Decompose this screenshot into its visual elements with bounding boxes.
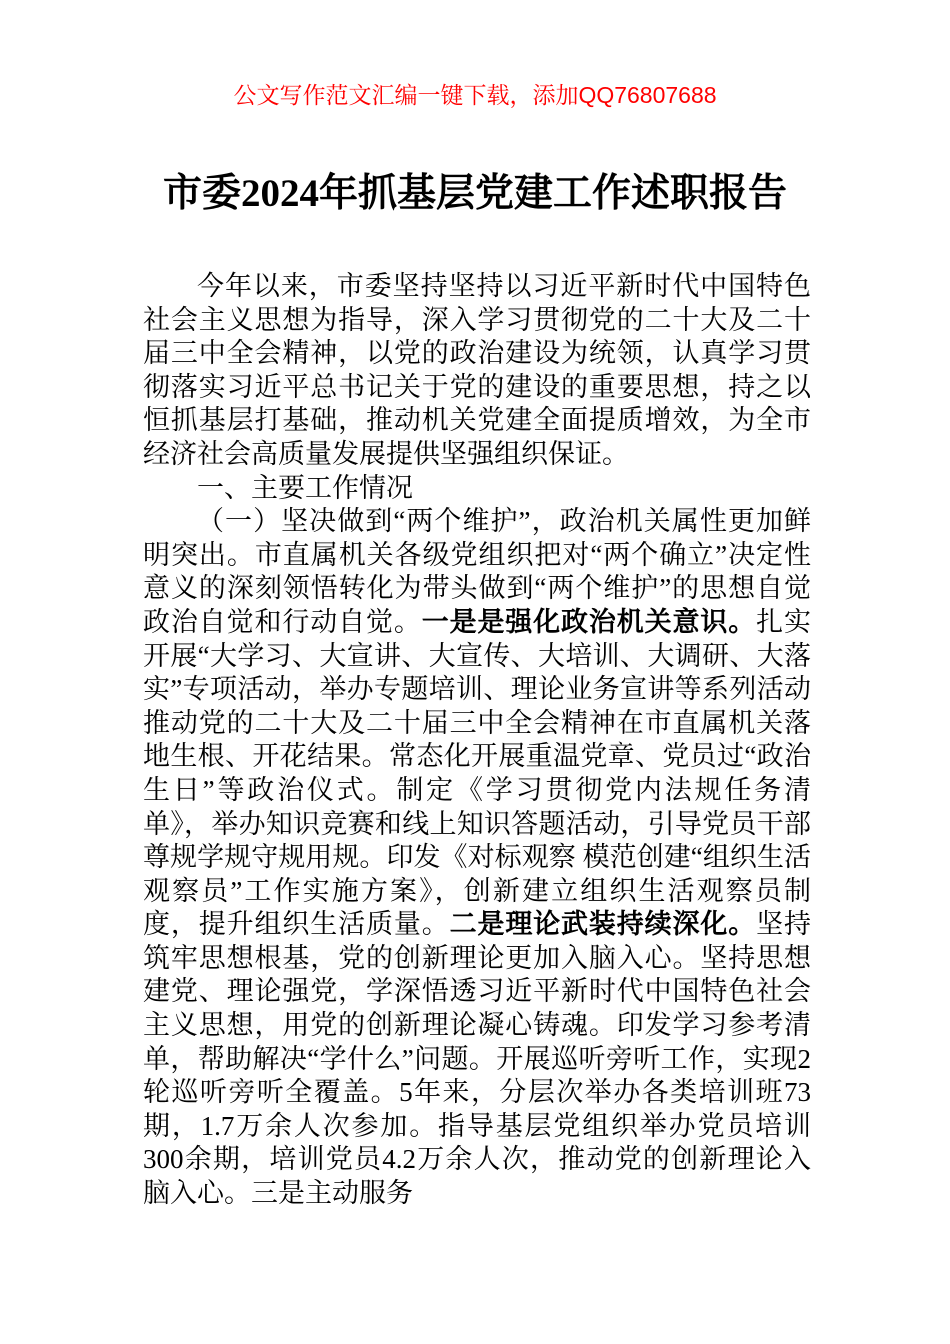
text-run: （一）坚决做到“两个维护”，政治机关属性更加鲜明突出。市直属机关各级党组织把对“两个确立”决定性意义的深刻领悟转化为带头做到“两个维护”的思想自觉政治自觉和行动自觉。: [143, 506, 811, 637]
document-title: 市委2024年抓基层党建工作述职报告: [162, 172, 787, 215]
bold-heading-run-one: 一是是强化政治机关意识。: [421, 606, 757, 637]
text-run: 今年以来，市委坚持坚持以习近平新时代中国特色社会主义思想为指导，深入学习贯彻党的二十大及二十届三中全会精神，以党的政治建设为统领，认真学习贯彻落实习近平总书记关于党的建设的重要思想，持之以恒抓基层打基础，推动机关党建全面提质增效，为全市经济社会高质量发展提供坚强组织保证。: [143, 271, 811, 469]
paragraph-intro: [143, 270, 811, 472]
bold-heading-run-two: 二是理论武装持续深化。: [449, 909, 757, 940]
section-heading-main-work: [143, 472, 811, 506]
text-run: 扎实开展“大学习、大宣讲、大宣传、大培训、大调研、大落实”专项活动，举办专题培训、理论业务宣讲等系列活动推动党的二十大及二十届三中全会精神在市直属机关落地生根、开花结果。常态化开展重温党章、党员过“政治生日”等政治仪式。制定《学习贯彻党内法规任务清单》，举办知识竞赛和线上知识答题活动，引导党员干部尊规学规守规用规。印发《对标观察 模范创建“组织生活观察员”工作实施方案》，创新建立组织生活观察员制度，提升组织生活质量。: [143, 606, 812, 940]
text-run: 一、主要工作情况: [197, 472, 413, 503]
text-run: 坚持筑牢思想根基，党的创新理论更加入脑入心。坚持思想建党、理论强党，学深悟透习近平新时代中国特色社会主义思想，用党的创新理论凝心铸魂。印发学习参考清单，帮助解决“学什么”问题。开展巡听旁听工作，实现2轮巡听旁听全覆盖。5年来，分层次举办各类培训班73期，1.7万余人次参加。指导基层党组织举办党员培训300余期，培训党员4.2万余人次，推动党的创新理论入脑入心。三是主动服务: [143, 909, 812, 1209]
header-notice: 公文写作范文汇编一键下载，添加QQ76807688: [233, 82, 717, 108]
paragraph-section-one: [143, 505, 811, 1210]
document-body: [143, 270, 811, 1211]
